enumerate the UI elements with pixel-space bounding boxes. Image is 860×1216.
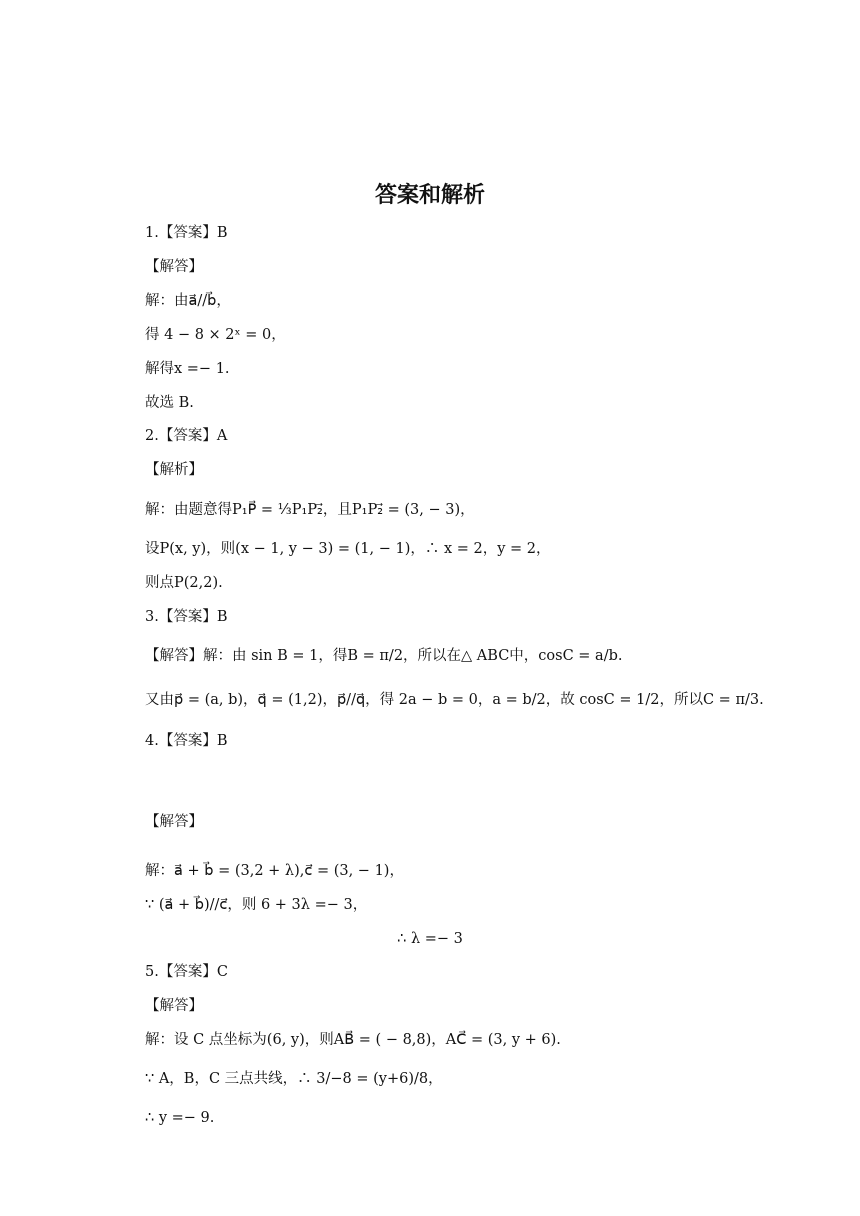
answer-4-label: 4.【答案】B: [145, 733, 228, 749]
text-line: 解：由a⃗//b⃗，: [145, 293, 231, 309]
text-line: 解：由题意得P₁P⃗ = ⅓P₁P₂⃗，且P₁P₂⃗ = (3, − 3)，: [145, 502, 475, 518]
text-line: 则点P(2,2).: [145, 575, 223, 591]
answer-5-label: 5.【答案】C: [145, 964, 228, 980]
text-line: ∵ A，B，C 三点共线，∴ 3/−8 = (y+6)/8，: [145, 1071, 443, 1087]
text-line: 得 4 − 8 × 2ˣ = 0，: [145, 327, 286, 343]
solution-heading: 【解答】: [145, 814, 203, 830]
text-line: 设P(x, y)，则(x − 1, y − 3) = (1, − 1)，∴ x = 2，y = 2，: [145, 541, 551, 557]
text-line: 又由p⃗ = (a, b)，q⃗ = (1,2)，p⃗//q⃗，得 2a − b = 0，a = b/2，故 cosC = 1/2，所以C = π/3.: [145, 692, 764, 708]
answer-3-label: 3.【答案】B: [145, 609, 228, 625]
answer-2-label: 2.【答案】A: [145, 428, 228, 444]
text-line: ∴ y =− 9.: [145, 1110, 215, 1126]
text-line: 解得x =− 1.: [145, 361, 230, 377]
text-line: 解：a⃗ + b⃗ = (3,2 + λ),c⃗ = (3, − 1)，: [145, 863, 404, 879]
answer-1-label: 1.【答案】B: [145, 225, 228, 241]
solution-heading: 【解答】: [145, 259, 203, 275]
page-title: 答案和解析: [374, 183, 485, 208]
text-line: 解：设 C 点坐标为(6, y)，则AB⃗ = ( − 8,8)，AC⃗ = (3, y + 6).: [145, 1032, 561, 1048]
solution-heading: 【解析】: [145, 462, 203, 478]
text-line: 故选 B.: [145, 395, 194, 411]
solution-heading: 【解答】: [145, 998, 203, 1014]
text-line-centered: ∴ λ =− 3: [397, 931, 463, 947]
text-line: 【解答】解：由 sin B = 1，得B = π/2，所以在△ ABC中，cosC = a/b.: [145, 648, 623, 664]
text-line: ∵ (a⃗ + b⃗)//c⃗，则 6 + 3λ =− 3，: [145, 897, 368, 913]
